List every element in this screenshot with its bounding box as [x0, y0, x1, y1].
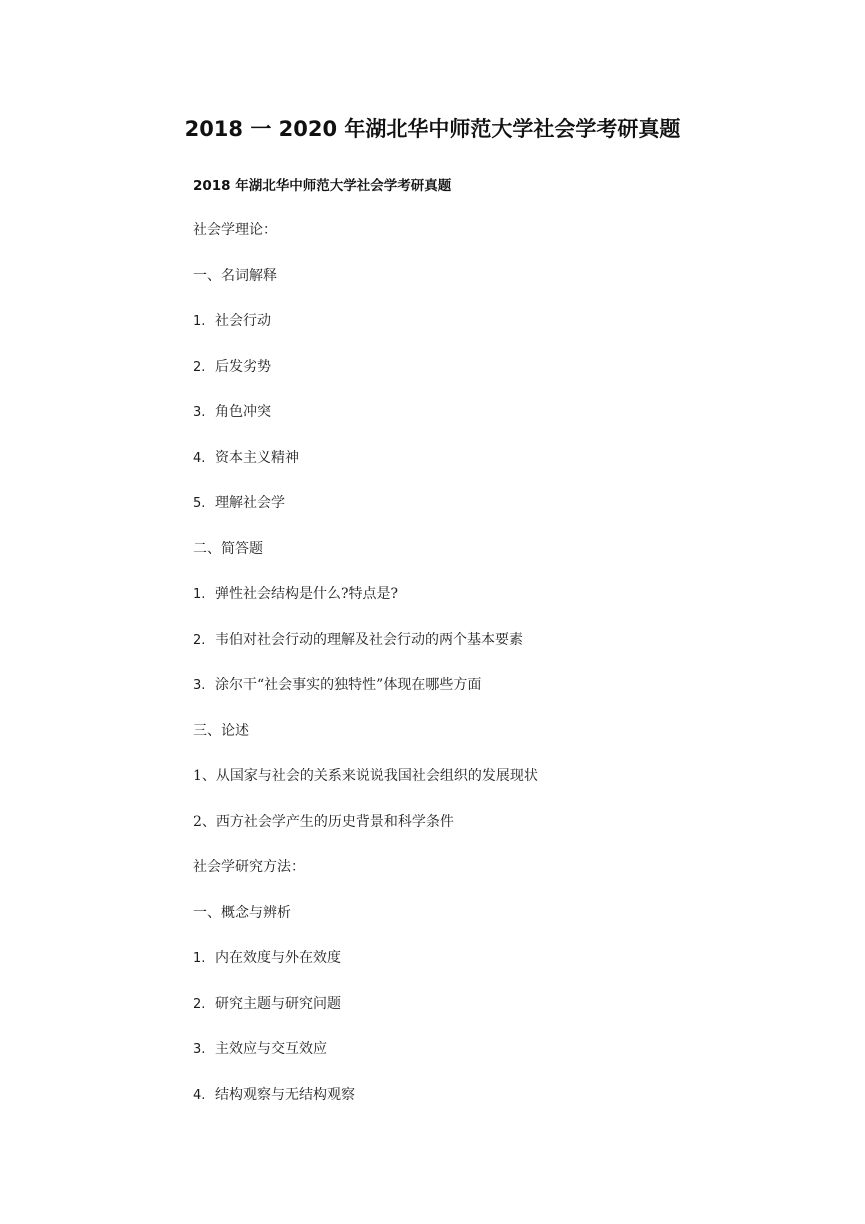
list-item-text: 结构观察与无结构观察	[215, 1087, 355, 1103]
list-item-text: 韦伯对社会行动的理解及社会行动的两个基本要素	[215, 632, 523, 648]
document-title: 2018 一 2020 年湖北华中师范大学社会学考研真题	[184, 117, 681, 141]
list-item-number: 3.	[193, 405, 206, 420]
list-item: 2、西方社会学产生的历史背景和科学条件	[193, 814, 454, 830]
theory-part3-heading: 三、论述	[193, 723, 249, 739]
exam-year-heading: 2018 年湖北华中师范大学社会学考研真题	[193, 178, 452, 194]
list-item	[193, 1038, 327, 1061]
list-item-number: 4.	[193, 1088, 206, 1103]
list-item-number: 1.	[193, 587, 206, 602]
list-item-number: 2.	[193, 633, 206, 648]
list-item	[193, 993, 341, 1016]
list-item-text: 社会行动	[215, 313, 271, 329]
list-item	[193, 1084, 355, 1107]
list-item-text: 内在效度与外在效度	[215, 950, 341, 966]
methods-part1-heading: 一、概念与辨析	[193, 905, 291, 921]
list-item-number: 1.	[193, 951, 206, 966]
list-item	[193, 492, 285, 515]
list-item-number: 5.	[193, 496, 206, 511]
list-item-number: 1.	[193, 314, 206, 329]
list-item-number: 3.	[193, 678, 206, 693]
list-item-number: 2.	[193, 360, 206, 375]
list-item	[193, 583, 398, 606]
list-item	[193, 401, 271, 424]
list-item	[193, 947, 341, 970]
theory-part2-heading: 二、简答题	[193, 541, 263, 557]
list-item-text: 涂尔干“社会事实的独特性”体现在哪些方面	[215, 677, 482, 693]
list-item-number: 4.	[193, 451, 206, 466]
list-item-number: 2.	[193, 997, 206, 1012]
list-item-text: 理解社会学	[215, 495, 285, 511]
theory-part1-heading: 一、名词解释	[193, 268, 277, 284]
theory-heading: 社会学理论：	[193, 222, 277, 238]
list-item	[193, 674, 481, 697]
methods-heading: 社会学研究方法：	[193, 859, 305, 875]
list-item-text: 资本主义精神	[215, 450, 299, 466]
list-item-text: 角色冲突	[215, 404, 271, 420]
list-item	[193, 629, 523, 652]
list-item-text: 后发劣势	[215, 359, 271, 375]
list-item-number: 3.	[193, 1042, 206, 1057]
list-item-text: 研究主题与研究问题	[215, 996, 341, 1012]
list-item	[193, 447, 299, 470]
list-item-text: 主效应与交互效应	[215, 1041, 327, 1057]
list-item-text: 弹性社会结构是什么?特点是?	[215, 586, 399, 602]
list-item	[193, 356, 271, 379]
list-item	[193, 310, 271, 333]
list-item: 1、从国家与社会的关系来说说我国社会组织的发展现状	[193, 768, 538, 784]
